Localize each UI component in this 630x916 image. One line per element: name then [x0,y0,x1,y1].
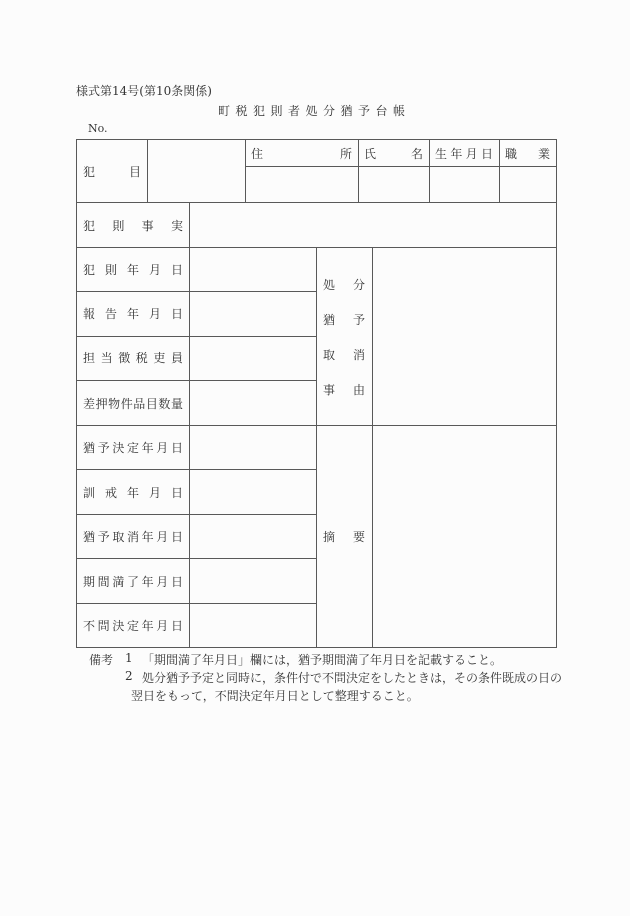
label-char: 予 [352,312,365,327]
label-char: 告 [104,306,117,321]
label-char: 猶 [83,529,96,544]
label-char: 定 [126,618,139,633]
label-char: 業 [537,146,550,161]
label-char: 日 [170,485,183,500]
label-char: 物 [108,396,121,411]
offender-field[interactable] [148,140,245,202]
label-char: 日 [170,306,183,321]
label-char: 消 [352,347,365,362]
ledger-number-label: No. [88,122,108,135]
label-char: 予 [97,440,110,455]
label-char: 年 [141,574,154,589]
label-char: 日 [170,618,183,633]
label-char: 訓 [83,485,96,500]
note-2-number: 2 [125,669,133,683]
label-char: 目 [128,164,141,179]
label-char: 所 [339,146,352,161]
summary-label [323,527,365,545]
admonition-date-field[interactable] [190,470,316,514]
cancellation-reason-label-line [323,380,365,398]
label-char: 日 [170,574,183,589]
period-expiry-date-label [83,572,183,590]
label-char: 員 [170,350,183,365]
rule [316,247,317,648]
address-header [251,144,352,162]
violation-date-label [83,260,183,278]
label-char: 年 [450,146,463,161]
label-char: 猶 [323,312,336,327]
label-char: 税 [135,350,148,365]
cancellation-reason-label-line [323,275,365,293]
label-char: 則 [112,218,125,233]
label-char: 犯 [83,164,96,179]
label-char: 日 [480,146,493,161]
seized-items-field[interactable] [190,381,316,425]
cancellation-reason-field[interactable] [373,248,556,425]
label-char: 数 [158,396,171,411]
tax-officer-label [83,348,183,366]
note-1-text: 「期間満了年月日」欄には，猶予期間満了年月日を記載すること。 [142,653,503,667]
name-field[interactable] [359,167,429,202]
label-char: 期 [83,574,96,589]
summary-field[interactable] [373,426,556,647]
label-char: 月 [156,574,169,589]
label-char: 年 [141,440,154,455]
label-char: 摘 [323,529,336,544]
label-char: 吏 [153,350,166,365]
label-char: 目 [145,396,158,411]
label-char: 件 [120,396,133,411]
violation-date-field[interactable] [190,248,316,291]
label-char: 定 [126,440,139,455]
label-char: 不 [83,618,96,633]
cancellation-reason-label-line [323,345,365,363]
report-date-field[interactable] [190,292,316,336]
label-char: 分 [352,277,365,292]
label-char: 要 [352,529,365,544]
birthdate-header [435,144,493,162]
label-char: 年 [141,618,154,633]
seized-items-label [83,394,183,412]
label-char: 予 [97,529,110,544]
label-char: 犯 [83,262,96,277]
label-char: 了 [126,574,139,589]
deferral-decision-date-field[interactable] [190,426,316,469]
label-char: 決 [112,618,125,633]
tax-officer-field[interactable] [190,337,316,380]
label-char: 猶 [83,440,96,455]
note-2-continuation: 翌日をもって，不問決定年月日として整理すること。 [131,689,419,703]
label-char: 年 [126,262,139,277]
label-char: 月 [148,306,161,321]
report-date-label [83,304,183,322]
label-char: 実 [170,218,183,233]
label-char: 差 [83,396,96,411]
document-title: 町税犯則者処分猶予台帳 [218,104,411,118]
note-1-number: 1 [125,651,133,665]
table-border-right [556,139,557,648]
label-char: 月 [156,440,169,455]
label-char: 月 [465,146,478,161]
form-number: 様式第14号(第10条関係) [76,84,212,98]
label-char: 年 [141,529,154,544]
label-char: 決 [112,440,125,455]
occupation-field[interactable] [500,167,556,202]
label-char: 処 [323,277,336,292]
deferral-cancel-date-field[interactable] [190,515,316,558]
address-field[interactable] [246,167,358,202]
label-char: 名 [410,146,423,161]
birthdate-field[interactable] [430,167,499,202]
table-border-left [76,139,77,648]
deferral-decision-date-label [83,438,183,456]
occupation-header [505,144,550,162]
label-char: 年 [126,485,139,500]
note-2-text: 処分猶予予定と同時に，条件付で不問決定をしたときは，その条件既成の日の [142,671,563,685]
admonition-date-label [83,483,183,501]
notes-heading: 備考 [89,653,114,667]
label-char: 報 [83,306,96,321]
label-char: 住 [251,146,264,161]
label-char: 則 [104,262,117,277]
label-char: 氏 [364,146,377,161]
name-header [364,144,423,162]
no-action-decision-date-label [83,616,183,634]
no-action-decision-date-field[interactable] [190,604,316,647]
label-char: 職 [505,146,518,161]
label-char: 押 [95,396,108,411]
offender-label [83,162,141,180]
label-char: 事 [141,218,154,233]
period-expiry-date-field[interactable] [190,559,316,603]
label-char: 問 [97,618,110,633]
label-char: 月 [156,529,169,544]
label-char: 由 [352,382,365,397]
label-char: 品 [133,396,146,411]
violation-facts-label [83,216,183,234]
label-char: 生 [435,146,448,161]
label-char: 取 [112,529,125,544]
label-char: 日 [170,440,183,455]
label-char: 戒 [104,485,117,500]
label-char: 月 [148,485,161,500]
deferral-cancel-date-label [83,527,183,545]
label-char: 量 [170,396,183,411]
label-char: 取 [323,347,336,362]
violation-facts-field[interactable] [190,203,556,247]
label-char: 担 [83,350,96,365]
label-char: 年 [126,306,139,321]
cancellation-reason-label-line [323,310,365,328]
label-char: 間 [97,574,110,589]
label-char: 月 [156,618,169,633]
label-char: 事 [323,382,336,397]
label-char: 日 [170,529,183,544]
label-char: 月 [148,262,161,277]
label-char: 消 [126,529,139,544]
label-char: 徴 [118,350,131,365]
label-char: 当 [100,350,113,365]
label-char: 日 [170,262,183,277]
label-char: 満 [112,574,125,589]
label-char: 犯 [83,218,96,233]
